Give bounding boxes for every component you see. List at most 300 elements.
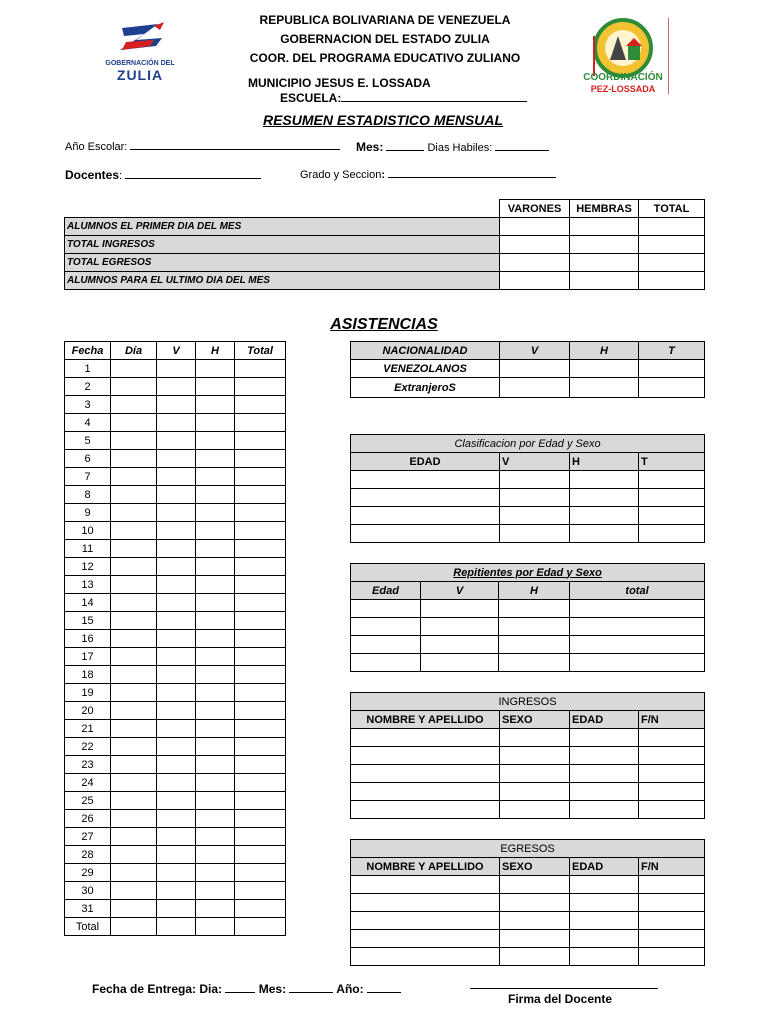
- asistencia-cell[interactable]: [111, 702, 157, 720]
- ano-escolar-field[interactable]: [65, 140, 340, 153]
- nacionalidad-table: [350, 341, 705, 398]
- asistencia-row: [65, 450, 286, 468]
- asistencia-row: [65, 882, 286, 900]
- ingresos-cell[interactable]: [351, 783, 500, 801]
- asistencia-cell[interactable]: [111, 738, 157, 756]
- asistencia-cell[interactable]: [235, 828, 286, 846]
- egr-col-nombre: NOMBRE Y APELLIDO: [351, 858, 500, 876]
- summary-cell[interactable]: [570, 218, 639, 236]
- egresos-cell[interactable]: [500, 894, 570, 912]
- asistencia-cell[interactable]: [157, 432, 196, 450]
- asistencia-cell[interactable]: [157, 576, 196, 594]
- asistencia-total-cell[interactable]: [235, 918, 286, 936]
- asistencia-cell[interactable]: [196, 522, 235, 540]
- asistencia-cell[interactable]: [235, 540, 286, 558]
- asistencia-cell[interactable]: [111, 756, 157, 774]
- asistencia-cell[interactable]: [196, 540, 235, 558]
- asistencia-cell[interactable]: [157, 864, 196, 882]
- edad-sexo-cell[interactable]: [639, 471, 705, 489]
- asistencia-cell[interactable]: [235, 594, 286, 612]
- nac-cell[interactable]: [500, 360, 570, 378]
- summary-row-label: ALUMNOS PARA EL ULTIMO DIA DEL MES: [65, 272, 500, 290]
- asistencia-total-label: Total: [65, 918, 111, 936]
- asistencia-cell[interactable]: [111, 396, 157, 414]
- escuela-label: ESCUELA:: [280, 91, 342, 105]
- asistencia-fecha: 15: [65, 612, 111, 630]
- summary-cell[interactable]: [500, 236, 570, 254]
- egresos-cell[interactable]: [639, 912, 705, 930]
- asistencia-cell[interactable]: [235, 702, 286, 720]
- asistencia-cell[interactable]: [157, 450, 196, 468]
- summary-cell[interactable]: [570, 254, 639, 272]
- nac-cell[interactable]: [500, 378, 570, 398]
- repitientes-cell[interactable]: [570, 654, 705, 672]
- asistencia-row: [65, 414, 286, 432]
- asistencia-cell[interactable]: [111, 432, 157, 450]
- asistencia-cell[interactable]: [196, 774, 235, 792]
- asistencia-total-cell[interactable]: [157, 918, 196, 936]
- ingresos-cell[interactable]: [639, 801, 705, 819]
- asistencia-cell[interactable]: [111, 612, 157, 630]
- repitientes-cell[interactable]: [570, 636, 705, 654]
- asistencia-cell[interactable]: [196, 882, 235, 900]
- asistencia-cell[interactable]: [196, 702, 235, 720]
- ingresos-cell[interactable]: [570, 783, 639, 801]
- asistencia-cell[interactable]: [111, 882, 157, 900]
- ingresos-title: INGRESOS: [351, 693, 705, 711]
- repitientes-cell[interactable]: [421, 654, 499, 672]
- page-title: RESUMEN ESTADISTICO MENSUAL: [262, 112, 504, 128]
- asistencia-cell[interactable]: [157, 414, 196, 432]
- asistencia-cell[interactable]: [196, 630, 235, 648]
- asistencia-cell[interactable]: [235, 414, 286, 432]
- asistencia-cell[interactable]: [111, 414, 157, 432]
- nac-cell[interactable]: [570, 378, 639, 398]
- summary-cell[interactable]: [639, 254, 705, 272]
- asistencia-cell[interactable]: [111, 468, 157, 486]
- asistencia-cell[interactable]: [111, 378, 157, 396]
- asistencia-cell[interactable]: [111, 522, 157, 540]
- asistencia-cell[interactable]: [157, 702, 196, 720]
- asistencia-cell[interactable]: [196, 756, 235, 774]
- ingresos-cell[interactable]: [500, 801, 570, 819]
- asistencia-total-cell[interactable]: [196, 918, 235, 936]
- asistencia-fecha: 12: [65, 558, 111, 576]
- egr-col-fn: F/N: [639, 858, 705, 876]
- ingresos-cell[interactable]: [351, 801, 500, 819]
- asistencia-fecha: 14: [65, 594, 111, 612]
- asistencia-cell[interactable]: [196, 684, 235, 702]
- nac-cell[interactable]: [639, 360, 705, 378]
- asistencia-cell[interactable]: [157, 846, 196, 864]
- asistencia-cell[interactable]: [235, 720, 286, 738]
- repitientes-cell[interactable]: [351, 636, 421, 654]
- egresos-cell[interactable]: [639, 894, 705, 912]
- asistencia-cell[interactable]: [235, 378, 286, 396]
- rep-col-h: H: [499, 582, 570, 600]
- asistencia-cell[interactable]: [196, 738, 235, 756]
- egresos-cell[interactable]: [500, 948, 570, 966]
- asistencia-cell[interactable]: [157, 774, 196, 792]
- repitientes-row: [351, 600, 705, 618]
- asistencia-cell[interactable]: [157, 648, 196, 666]
- asistencia-cell[interactable]: [196, 720, 235, 738]
- asistencia-cell[interactable]: [111, 504, 157, 522]
- ingresos-cell[interactable]: [500, 783, 570, 801]
- asistencia-cell[interactable]: [111, 900, 157, 918]
- asistencia-cell[interactable]: [111, 774, 157, 792]
- asistencia-fecha: 28: [65, 846, 111, 864]
- asistencia-cell[interactable]: [235, 774, 286, 792]
- asistencia-cell[interactable]: [111, 486, 157, 504]
- asistencia-total-row: [65, 918, 286, 936]
- asistencia-cell[interactable]: [111, 864, 157, 882]
- asistencia-fecha: 9: [65, 504, 111, 522]
- asistencia-cell[interactable]: [157, 396, 196, 414]
- asistencia-cell[interactable]: [235, 846, 286, 864]
- ingresos-cell[interactable]: [639, 747, 705, 765]
- summary-row: [65, 236, 705, 254]
- repitientes-row: [351, 636, 705, 654]
- asistencia-cell[interactable]: [157, 900, 196, 918]
- asistencia-cell[interactable]: [111, 684, 157, 702]
- repitientes-cell[interactable]: [570, 618, 705, 636]
- asistencia-cell[interactable]: [111, 540, 157, 558]
- asistencia-fecha: 22: [65, 738, 111, 756]
- asistencia-cell[interactable]: [157, 468, 196, 486]
- summary-row-label: TOTAL EGRESOS: [65, 254, 500, 272]
- escuela-field[interactable]: [280, 91, 527, 105]
- ingresos-cell[interactable]: [500, 729, 570, 747]
- escuela-blank[interactable]: [341, 92, 527, 102]
- ingresos-cell[interactable]: [500, 747, 570, 765]
- asistencia-cell[interactable]: [235, 558, 286, 576]
- asistencias-table: [64, 341, 286, 936]
- egresos-cell[interactable]: [351, 948, 500, 966]
- mes-blank[interactable]: [386, 141, 424, 151]
- ingresos-cell[interactable]: [639, 783, 705, 801]
- ingresos-row: [351, 729, 705, 747]
- asistencia-cell[interactable]: [196, 360, 235, 378]
- asistencia-cell[interactable]: [196, 810, 235, 828]
- asistencia-cell[interactable]: [235, 684, 286, 702]
- egresos-cell[interactable]: [639, 876, 705, 894]
- edad-sexo-cell[interactable]: [500, 507, 570, 525]
- header-gobernacion: GOBERNACION DEL ESTADO ZULIA: [280, 32, 490, 46]
- asistencia-cell[interactable]: [111, 720, 157, 738]
- egresos-cell[interactable]: [351, 876, 500, 894]
- header-coordinacion: COOR. DEL PROGRAMA EDUCATIVO ZULIANO: [249, 51, 521, 65]
- fecha-mes-label: Mes:: [258, 982, 287, 996]
- ing-col-fn: F/N: [639, 711, 705, 729]
- ano-escolar-label: Año Escolar:: [65, 141, 128, 153]
- edad-sexo-row: [351, 489, 705, 507]
- nac-col-h: H: [570, 342, 639, 360]
- asistencia-cell[interactable]: [157, 810, 196, 828]
- asistencia-cell[interactable]: [196, 864, 235, 882]
- egresos-cell[interactable]: [570, 930, 639, 948]
- asistencia-fecha: 27: [65, 828, 111, 846]
- repitientes-cell[interactable]: [351, 618, 421, 636]
- asistencia-cell[interactable]: [235, 486, 286, 504]
- asistencia-cell[interactable]: [157, 720, 196, 738]
- egresos-cell[interactable]: [570, 894, 639, 912]
- asistencia-cell[interactable]: [157, 360, 196, 378]
- egresos-table: [350, 839, 705, 966]
- asistencia-cell[interactable]: [157, 630, 196, 648]
- fecha-dia-blank[interactable]: [225, 983, 255, 993]
- asistencia-cell[interactable]: [196, 486, 235, 504]
- nac-col-t: T: [639, 342, 705, 360]
- edad-sexo-cell[interactable]: [351, 471, 500, 489]
- nac-cell[interactable]: [570, 360, 639, 378]
- asistencia-cell[interactable]: [235, 648, 286, 666]
- edad-col-h: H: [570, 453, 639, 471]
- asistencia-row: [65, 684, 286, 702]
- asistencia-fecha: 21: [65, 720, 111, 738]
- asistencia-cell[interactable]: [111, 558, 157, 576]
- asistencia-cell[interactable]: [196, 900, 235, 918]
- asistencia-fecha: 11: [65, 540, 111, 558]
- nac-row-label: ExtranjeroS: [351, 378, 500, 398]
- ingresos-cell[interactable]: [570, 747, 639, 765]
- asist-col-dia: Día: [111, 342, 157, 360]
- asistencia-cell[interactable]: [157, 504, 196, 522]
- ingresos-cell[interactable]: [570, 765, 639, 783]
- asistencia-cell[interactable]: [157, 882, 196, 900]
- asistencia-cell[interactable]: [157, 738, 196, 756]
- egresos-cell[interactable]: [500, 876, 570, 894]
- ing-col-nombre: NOMBRE Y APELLIDO: [351, 711, 500, 729]
- asistencia-fecha: 30: [65, 882, 111, 900]
- ingresos-cell[interactable]: [351, 747, 500, 765]
- asistencia-cell[interactable]: [157, 558, 196, 576]
- asistencia-row: [65, 504, 286, 522]
- repitientes-cell[interactable]: [421, 600, 499, 618]
- repitientes-cell[interactable]: [421, 636, 499, 654]
- asistencia-cell[interactable]: [111, 846, 157, 864]
- grado-seccion-field[interactable]: Grado y Seccion:: [300, 168, 556, 181]
- edad-sexo-cell[interactable]: [351, 489, 500, 507]
- egresos-cell[interactable]: [639, 930, 705, 948]
- ingresos-cell[interactable]: [570, 729, 639, 747]
- asistencia-cell[interactable]: [157, 684, 196, 702]
- asistencia-cell[interactable]: [196, 666, 235, 684]
- asistencia-cell[interactable]: [157, 540, 196, 558]
- summary-cell[interactable]: [639, 236, 705, 254]
- egresos-cell[interactable]: [351, 894, 500, 912]
- edad-sexo-cell[interactable]: [500, 489, 570, 507]
- edad-sexo-cell[interactable]: [639, 507, 705, 525]
- asistencia-cell[interactable]: [111, 810, 157, 828]
- asistencia-cell[interactable]: [196, 414, 235, 432]
- edad-sexo-cell[interactable]: [351, 507, 500, 525]
- egresos-cell[interactable]: [570, 948, 639, 966]
- summary-cell[interactable]: [639, 272, 705, 290]
- asistencia-cell[interactable]: [111, 576, 157, 594]
- ingresos-cell[interactable]: [639, 729, 705, 747]
- asistencia-cell[interactable]: [235, 810, 286, 828]
- asistencia-cell[interactable]: [157, 594, 196, 612]
- summary-col-hembras: HEMBRAS: [570, 200, 639, 218]
- asistencia-row: [65, 630, 286, 648]
- asistencia-cell[interactable]: [196, 792, 235, 810]
- header-municipio: MUNICIPIO JESUS E. LOSSADA: [248, 76, 431, 90]
- egresos-cell[interactable]: [570, 876, 639, 894]
- edad-sexo-cell[interactable]: [570, 525, 639, 543]
- asistencia-cell[interactable]: [196, 504, 235, 522]
- egresos-title: EGRESOS: [351, 840, 705, 858]
- fecha-ano-blank[interactable]: [367, 983, 401, 993]
- ano-escolar-blank[interactable]: [130, 140, 340, 150]
- asistencia-cell[interactable]: [235, 576, 286, 594]
- repitientes-cell[interactable]: [351, 600, 421, 618]
- asistencia-cell[interactable]: [235, 612, 286, 630]
- asistencia-cell[interactable]: [235, 504, 286, 522]
- asistencia-cell[interactable]: [157, 666, 196, 684]
- asistencia-cell[interactable]: [235, 450, 286, 468]
- egresos-cell[interactable]: [351, 912, 500, 930]
- asistencia-cell[interactable]: [196, 558, 235, 576]
- ingresos-table: [350, 692, 705, 819]
- summary-cell[interactable]: [500, 218, 570, 236]
- asistencia-cell[interactable]: [111, 648, 157, 666]
- summary-row-label: ALUMNOS EL PRIMER DIA DEL MES: [65, 218, 500, 236]
- summary-row: [65, 218, 705, 236]
- asist-col-h: H: [196, 342, 235, 360]
- edad-sexo-cell[interactable]: [639, 489, 705, 507]
- dias-habiles-blank[interactable]: [495, 141, 549, 151]
- asistencia-cell[interactable]: [196, 468, 235, 486]
- ingresos-cell[interactable]: [351, 729, 500, 747]
- asistencia-cell[interactable]: [111, 360, 157, 378]
- asistencia-cell[interactable]: [196, 648, 235, 666]
- summary-cell[interactable]: [500, 272, 570, 290]
- mes-field[interactable]: [356, 140, 549, 154]
- asistencia-cell[interactable]: [235, 432, 286, 450]
- asistencia-cell[interactable]: [157, 522, 196, 540]
- asistencia-cell[interactable]: [157, 486, 196, 504]
- asistencia-cell[interactable]: [157, 792, 196, 810]
- summary-table: [64, 199, 705, 290]
- asistencia-cell[interactable]: [111, 792, 157, 810]
- fecha-mes-blank[interactable]: [289, 983, 333, 993]
- egresos-cell[interactable]: [500, 930, 570, 948]
- asistencia-cell[interactable]: [196, 612, 235, 630]
- asistencia-cell[interactable]: [196, 828, 235, 846]
- asistencia-cell[interactable]: [235, 864, 286, 882]
- asistencia-cell[interactable]: [235, 738, 286, 756]
- ingresos-cell[interactable]: [570, 801, 639, 819]
- repitientes-cell[interactable]: [351, 654, 421, 672]
- ing-col-sexo: SEXO: [500, 711, 570, 729]
- summary-cell[interactable]: [570, 236, 639, 254]
- asistencia-cell[interactable]: [157, 612, 196, 630]
- asistencia-cell[interactable]: [235, 756, 286, 774]
- ingresos-cell[interactable]: [639, 765, 705, 783]
- asistencia-cell[interactable]: [111, 594, 157, 612]
- asistencia-cell[interactable]: [235, 630, 286, 648]
- asistencia-cell[interactable]: [235, 522, 286, 540]
- edad-sexo-cell[interactable]: [570, 489, 639, 507]
- egresos-cell[interactable]: [570, 912, 639, 930]
- summary-cell[interactable]: [639, 218, 705, 236]
- repitientes-title: Repitientes por Edad y Sexo: [351, 564, 705, 582]
- asistencia-cell[interactable]: [235, 900, 286, 918]
- asistencia-cell[interactable]: [111, 450, 157, 468]
- repitientes-cell[interactable]: [499, 618, 570, 636]
- nac-cell[interactable]: [639, 378, 705, 398]
- asistencia-cell[interactable]: [196, 432, 235, 450]
- asistencia-cell[interactable]: [157, 756, 196, 774]
- repitientes-cell[interactable]: [499, 636, 570, 654]
- asistencia-row: [65, 486, 286, 504]
- docentes-blank[interactable]: [125, 169, 261, 179]
- repitientes-cell[interactable]: [421, 618, 499, 636]
- fecha-entrega-field[interactable]: [92, 982, 401, 996]
- firma-line[interactable]: [470, 988, 658, 989]
- repitientes-cell[interactable]: [570, 600, 705, 618]
- egresos-cell[interactable]: [351, 930, 500, 948]
- asistencia-cell[interactable]: [235, 882, 286, 900]
- asistencia-cell[interactable]: [196, 594, 235, 612]
- grado-seccion-blank[interactable]: [388, 168, 556, 178]
- repitientes-cell[interactable]: [499, 654, 570, 672]
- asistencia-cell[interactable]: [235, 396, 286, 414]
- asistencia-cell[interactable]: [157, 828, 196, 846]
- asistencia-cell[interactable]: [196, 576, 235, 594]
- asistencia-cell[interactable]: [235, 360, 286, 378]
- asistencia-cell[interactable]: [111, 828, 157, 846]
- edad-sexo-cell[interactable]: [570, 507, 639, 525]
- rep-col-total: total: [570, 582, 705, 600]
- summary-cell[interactable]: [570, 272, 639, 290]
- edad-sexo-cell[interactable]: [500, 525, 570, 543]
- asistencia-cell[interactable]: [235, 468, 286, 486]
- egresos-cell[interactable]: [500, 912, 570, 930]
- repitientes-cell[interactable]: [499, 600, 570, 618]
- edad-sexo-cell[interactable]: [500, 471, 570, 489]
- firma-label: Firma del Docente: [507, 992, 613, 1006]
- asistencia-cell[interactable]: [235, 792, 286, 810]
- edad-sexo-cell[interactable]: [639, 525, 705, 543]
- asistencia-total-cell[interactable]: [111, 918, 157, 936]
- asistencia-cell[interactable]: [196, 846, 235, 864]
- asistencia-cell[interactable]: [157, 378, 196, 396]
- ingresos-cell[interactable]: [500, 765, 570, 783]
- edad-sexo-cell[interactable]: [570, 471, 639, 489]
- asistencia-row: [65, 846, 286, 864]
- summary-cell[interactable]: [500, 254, 570, 272]
- asistencia-cell[interactable]: [196, 396, 235, 414]
- asistencia-cell[interactable]: [196, 450, 235, 468]
- egresos-cell[interactable]: [639, 948, 705, 966]
- summary-corner: [65, 200, 500, 218]
- asistencia-cell[interactable]: [196, 378, 235, 396]
- asistencias-title: ASISTENCIAS: [330, 316, 438, 333]
- asistencia-cell[interactable]: [111, 630, 157, 648]
- docentes-field[interactable]: Docentes:: [65, 168, 261, 182]
- summary-col-total: TOTAL: [639, 200, 705, 218]
- asistencia-cell[interactable]: [111, 666, 157, 684]
- asistencia-row: [65, 774, 286, 792]
- asistencia-fecha: 18: [65, 666, 111, 684]
- asist-col-total: Total: [235, 342, 286, 360]
- edad-sexo-cell[interactable]: [351, 525, 500, 543]
- repitientes-row: [351, 654, 705, 672]
- asistencia-cell[interactable]: [235, 666, 286, 684]
- ingresos-cell[interactable]: [351, 765, 500, 783]
